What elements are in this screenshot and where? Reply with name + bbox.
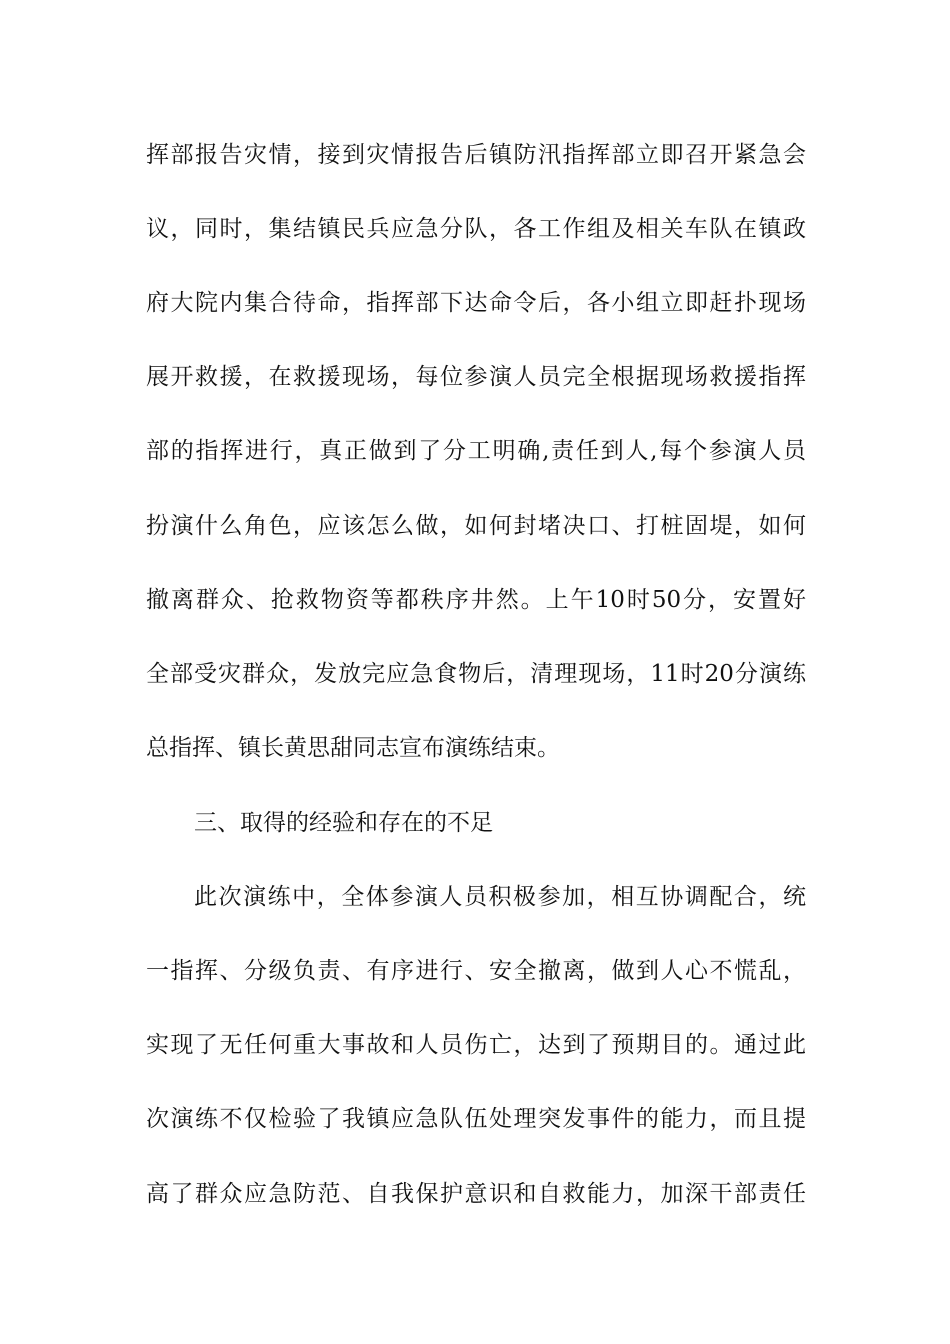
paragraph-line: 扮演什么角色，应该怎么做，如何封堵决口、打桩固堤，如何 bbox=[146, 513, 806, 539]
paragraph-line: 全部受灾群众，发放完应急食物后，清理现场，11时20分演练 bbox=[146, 661, 806, 687]
paragraph-line: 撤离群众、抢救物资等都秩序井然。上午10时50分，安置好 bbox=[146, 587, 806, 613]
paragraph-line: 议，同时，集结镇民兵应急分队，各工作组及相关车队在镇政 bbox=[146, 216, 806, 242]
paragraph-line: 实现了无任何重大事故和人员伤亡，达到了预期目的。通过此 bbox=[146, 1032, 806, 1058]
paragraph-line: 总指挥、镇长黄思甜同志宣布演练结束。 bbox=[146, 735, 560, 761]
paragraph-line: 一指挥、分级负责、有序进行、安全撤离，做到人心不慌乱， bbox=[146, 958, 806, 984]
section-heading: 三、取得的经验和存在的不足 bbox=[194, 810, 493, 836]
paragraph-line: 展开救援，在救援现场，每位参演人员完全根据现场救援指挥 bbox=[146, 364, 806, 390]
paragraph-line: 次演练不仅检验了我镇应急队伍处理突发事件的能力，而且提 bbox=[146, 1106, 806, 1132]
paragraph-line: 部的指挥进行，真正做到了分工明确,责任到人,每个参演人员 bbox=[146, 438, 806, 464]
paragraph-line: 府大院内集合待命，指挥部下达命令后，各小组立即赶扑现场 bbox=[146, 290, 806, 316]
paragraph-line: 挥部报告灾情，接到灾情报告后镇防汛指挥部立即召开紧急会 bbox=[146, 142, 806, 168]
paragraph-line: 高了群众应急防范、自我保护意识和自救能力，加深干部责任 bbox=[146, 1181, 806, 1207]
paragraph-line: 此次演练中，全体参演人员积极参加，相互协调配合，统 bbox=[194, 884, 806, 910]
